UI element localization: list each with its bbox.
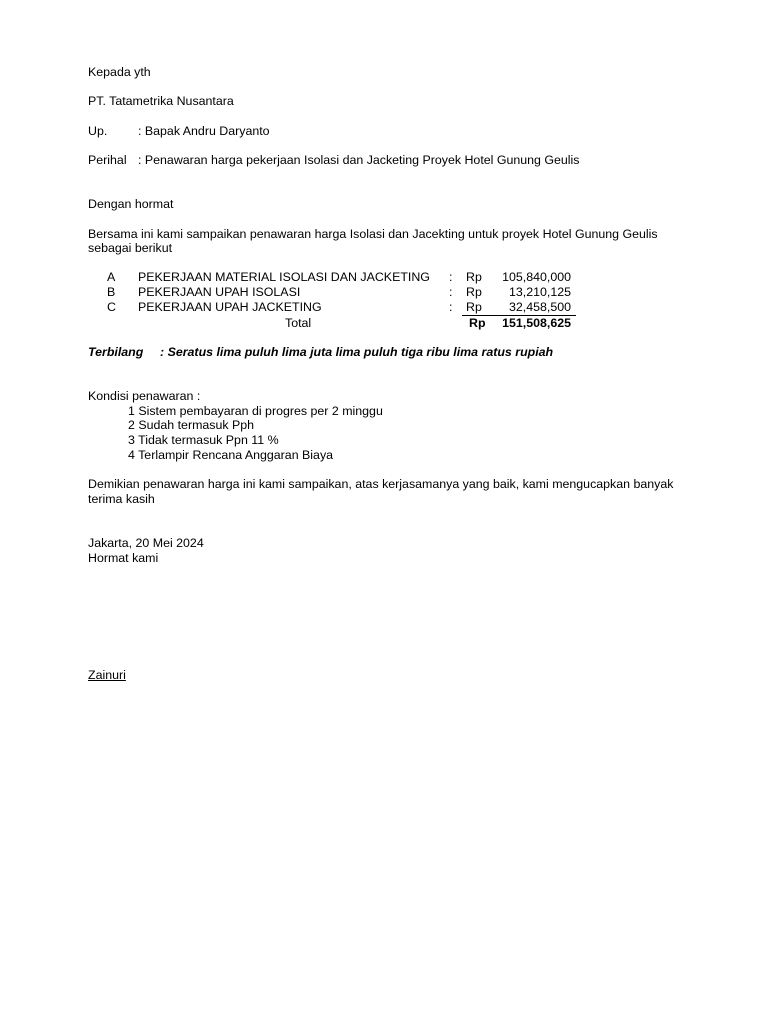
up-label: Up. <box>88 124 108 138</box>
greeting: Kepada yth <box>88 65 151 79</box>
terbilang-label: Terbilang <box>88 345 144 359</box>
row-currency: Rp <box>466 300 482 314</box>
row-letter: C <box>107 300 116 314</box>
regards: Hormat kami <box>88 551 159 565</box>
row-colon: : <box>449 270 453 284</box>
list-item: 3 Tidak termasuk Ppn 11 % <box>128 433 279 447</box>
intro-line-2: sebagai berikut <box>88 241 173 255</box>
salutation: Dengan hormat <box>88 197 174 211</box>
list-item: 2 Sudah termasuk Pph <box>128 418 255 432</box>
row-colon: : <box>449 300 453 314</box>
total-amount: 151,508,625 <box>502 316 571 330</box>
place-date: Jakarta, 20 Mei 2024 <box>88 536 204 550</box>
perihal-value: : Penawaran harga pekerjaan Isolasi dan Jacketing Proyek Hotel Gunung Geulis <box>138 153 580 167</box>
company-name: PT. Tatametrika Nusantara <box>88 94 234 108</box>
closing-line-2: terima kasih <box>88 492 155 506</box>
up-value: : Bapak Andru Daryanto <box>138 124 270 138</box>
conditions-title: Kondisi penawaran : <box>88 389 201 403</box>
list-item: 1 Sistem pembayaran di progres per 2 minggu <box>128 404 383 418</box>
total-label: Total <box>285 316 312 330</box>
total-currency: Rp <box>469 316 486 330</box>
row-amount: 32,458,500 <box>508 300 571 314</box>
list-item: 4 Terlampir Rencana Anggaran Biaya <box>128 448 334 462</box>
row-amount: 13,210,125 <box>508 285 571 299</box>
row-letter: B <box>107 285 116 299</box>
perihal-label: Perihal <box>88 153 127 167</box>
terbilang-value: : Seratus lima puluh lima juta lima puluh tiga ribu lima ratus rupiah <box>160 345 554 359</box>
closing-line-1: Demikian penawaran harga ini kami sampaikan, atas kerjasamanya yang baik, kami mengucapkan banyak <box>88 477 674 491</box>
row-letter: A <box>107 270 116 284</box>
row-description: PEKERJAAN UPAH JACKETING <box>138 300 322 314</box>
intro-line-1: Bersama ini kami sampaikan penawaran harga Isolasi dan Jacekting untuk proyek Hotel Gunung Geulis <box>88 227 658 241</box>
row-description: PEKERJAAN UPAH ISOLASI <box>138 285 301 299</box>
row-currency: Rp <box>466 270 482 284</box>
row-colon: : <box>449 285 453 299</box>
row-description: PEKERJAAN MATERIAL ISOLASI DAN JACKETING <box>138 270 430 284</box>
signatory-name: Zainuri <box>88 668 126 682</box>
row-currency: Rp <box>466 285 482 299</box>
row-amount: 105,840,000 <box>502 270 571 284</box>
